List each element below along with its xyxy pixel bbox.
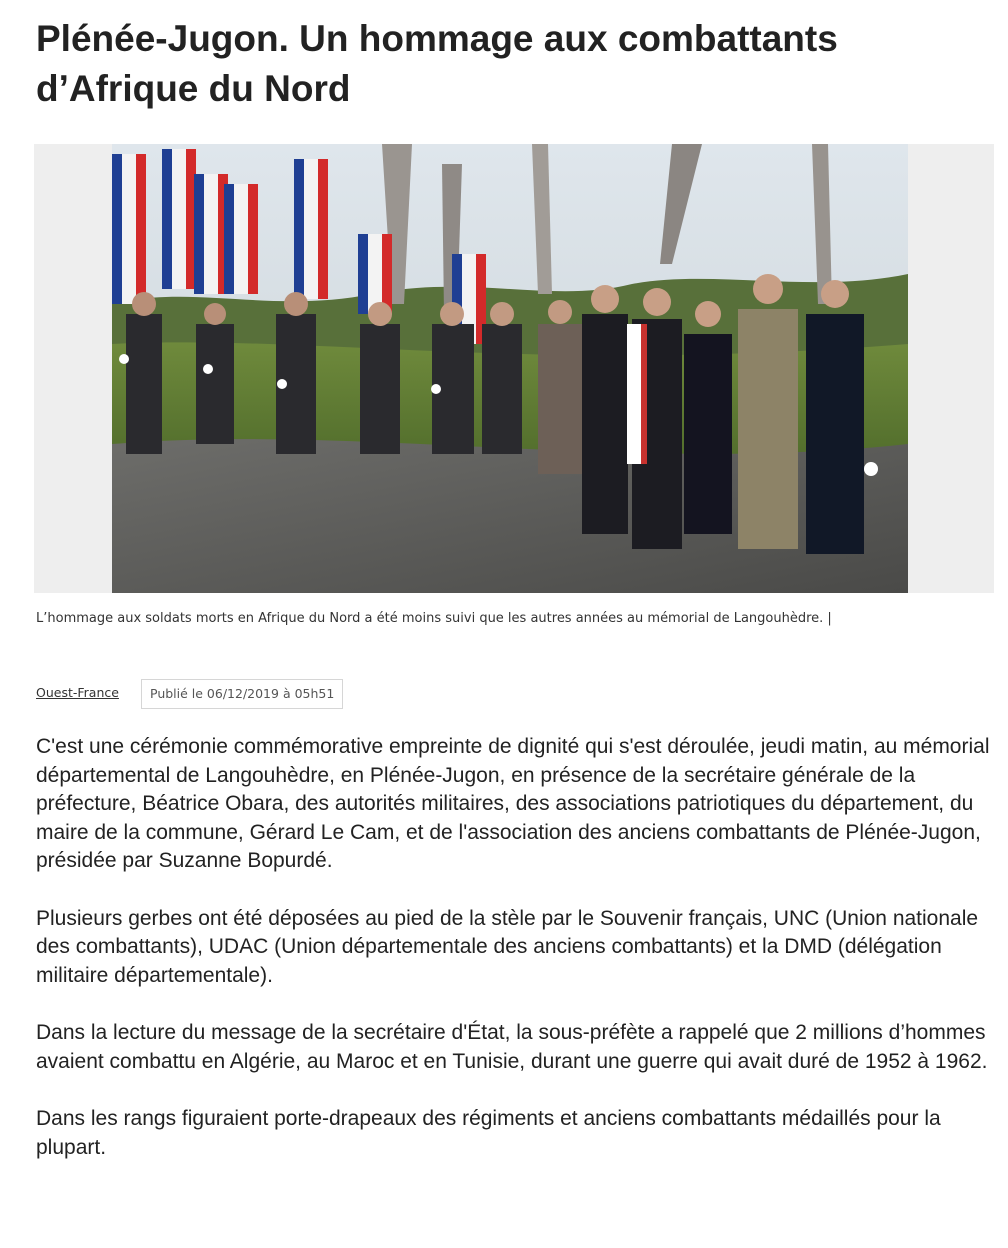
ceremony-photo [112,144,908,593]
photo-frame [34,144,994,593]
article-title: Plénée-Jugon. Un hommage aux combattants d’Afrique du Nord [36,18,838,109]
paragraph-1: C'est une cérémonie commémorative empreinte de dignité qui s'est déroulée, jeudi matin, au mémorial départemental de Langouhèdre, en Plénée-Jugon, en présence de la secrétaire générale de la préfecture, Béatrice Obara, des autorités militaires, des associations patriotiques du département, du maire de la commune, Gérard Le Cam, et de l'association des anciens combattants de Plénée-Jugon, présidée par Suzanne Bopurdé. [36,735,990,872]
article-body [36,733,996,1191]
source-link[interactable]: Ouest-France [36,685,119,700]
paragraph-3: Dans la lecture du message de la secrétaire d'État, la sous-préfète a rappelé que 2 millions d’hommes avaient combattu en Algérie, au Maroc et en Tunisie, durant une guerre qui avait duré de 1952 à 1962. [36,1021,988,1073]
publish-date: Publié le 06/12/2019 à 05h51 [141,679,343,709]
photo-caption: L’hommage aux soldats morts en Afrique du Nord a été moins suivi que les autres années au mémorial de Langouhèdre. | [36,611,832,626]
paragraph-2: Plusieurs gerbes ont été déposées au pied de la stèle par le Souvenir français, UNC (Union nationale des combattants), UDAC (Union départementale des anciens combattants) et la DMD (délégation militaire départementale). [36,906,979,987]
paragraph-4: Dans les rangs figuraient porte-drapeaux des régiments et anciens combattants médaillés pour la plupart. [36,1107,941,1159]
